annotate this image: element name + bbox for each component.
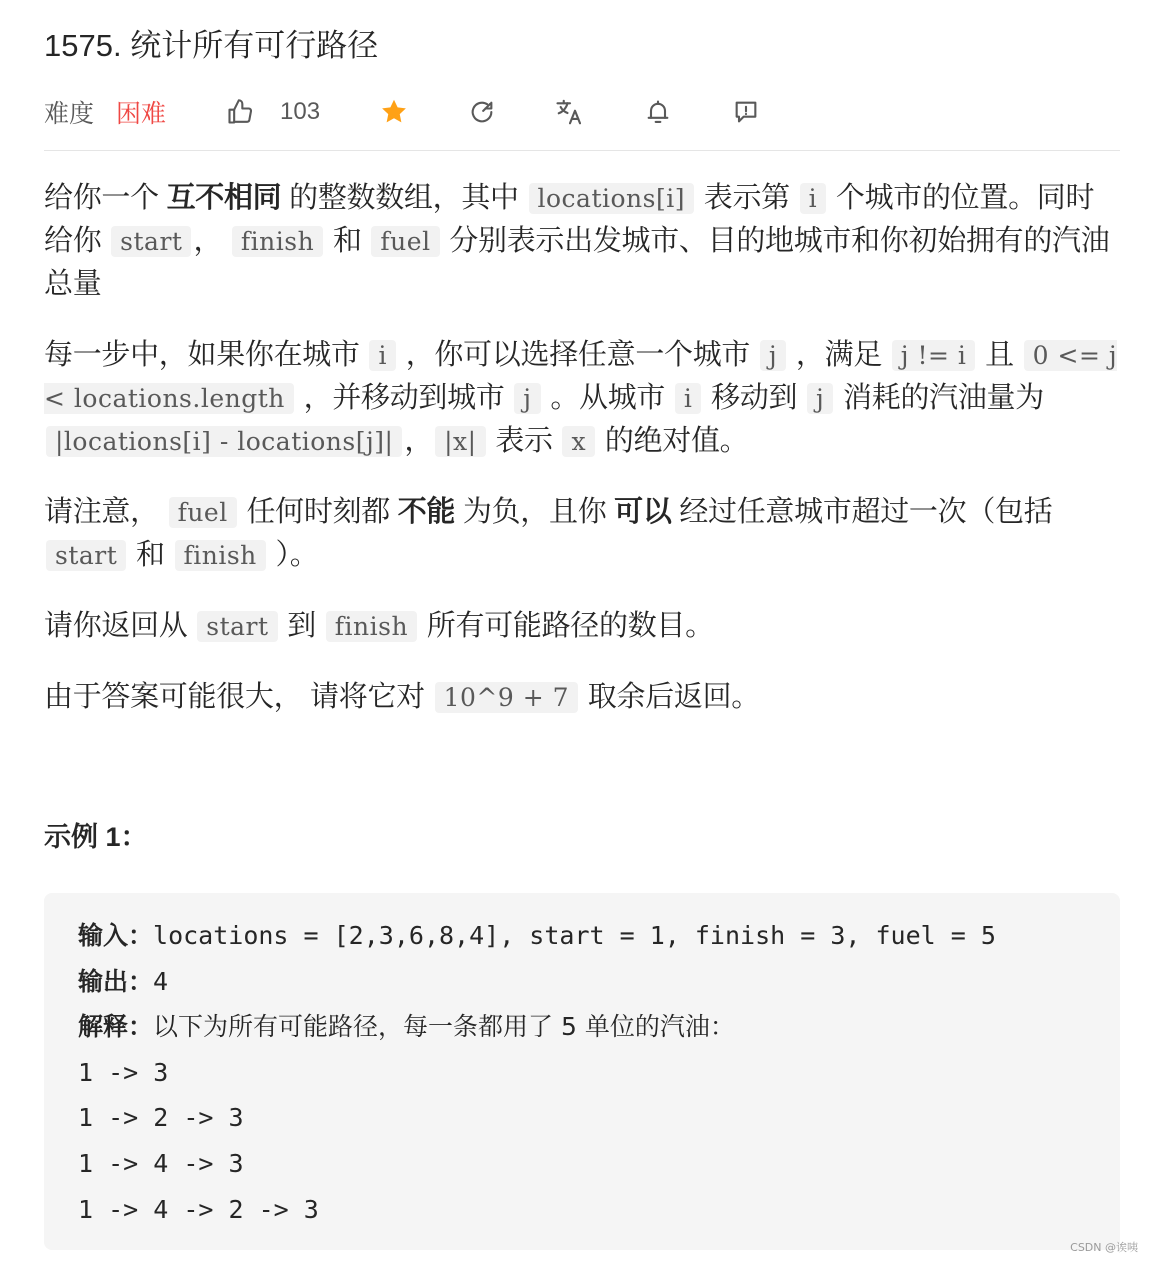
example-input-line bbox=[78, 913, 1086, 959]
feedback-icon[interactable] bbox=[730, 96, 762, 128]
inline-code: j != i bbox=[892, 340, 976, 371]
watermark: CSDN @诶咦 bbox=[1070, 1241, 1138, 1254]
bold-text: 不能 bbox=[397, 496, 456, 528]
inline-code: j bbox=[760, 340, 786, 371]
inline-code: 10^9 + 7 bbox=[435, 682, 578, 713]
explain-label: 解释： bbox=[78, 1012, 154, 1042]
problem-page bbox=[44, 0, 1120, 1250]
translate-icon[interactable] bbox=[554, 96, 586, 128]
example-output-line bbox=[78, 959, 1086, 1005]
inline-code: j bbox=[514, 383, 540, 414]
page-title: 1575. 统计所有可行路径 bbox=[44, 28, 379, 63]
input-label: 输入： bbox=[78, 921, 154, 950]
bold-text: 互不相同 bbox=[166, 182, 282, 214]
text-span: 分别表示出发城市、目的地城市和你初始拥有的汽油总量 bbox=[44, 225, 1110, 300]
example-path-line: 1 -> 2 -> 3 bbox=[78, 1103, 244, 1133]
text-span: 所有可能路径的数目。 bbox=[419, 610, 714, 642]
text-span: ）。 bbox=[267, 539, 319, 571]
share-icon[interactable] bbox=[466, 96, 498, 128]
text-span: 且 bbox=[977, 339, 1022, 371]
text-span: 请注意， bbox=[44, 496, 167, 528]
problem-description bbox=[44, 177, 1120, 719]
description-paragraph-4 bbox=[44, 605, 1120, 648]
text-span: 取余后返回。 bbox=[580, 681, 761, 713]
example-code-block bbox=[44, 893, 1120, 1250]
text-span: 消耗的汽油量为 bbox=[835, 382, 1044, 414]
example-path-line: 1 -> 4 -> 2 -> 3 bbox=[78, 1194, 319, 1224]
bold-text: 可以 bbox=[614, 496, 672, 528]
text-span: 。从城市 bbox=[542, 382, 673, 414]
difficulty-label: 难度 bbox=[44, 100, 95, 128]
text-span: ，你可以选择任意一个城市 bbox=[397, 339, 758, 371]
inline-code: x bbox=[562, 426, 595, 457]
text-span: 和 bbox=[128, 539, 173, 571]
text-span: 的绝对值。 bbox=[597, 425, 749, 457]
likes-count: 103 bbox=[280, 98, 321, 125]
inline-code: 0 <= j < locations.length bbox=[44, 341, 1118, 413]
output-label: 输出： bbox=[78, 966, 154, 996]
inline-code: start bbox=[197, 611, 277, 642]
text-span: 表示 bbox=[487, 425, 561, 457]
header-divider bbox=[44, 150, 1120, 151]
inline-code: fuel bbox=[169, 497, 237, 528]
problem-meta-bar bbox=[44, 84, 1120, 140]
explain-value: 以下为所有可能路径，每一条都用了 5 单位的汽油： bbox=[153, 1012, 735, 1042]
text-span: 任何时刻都 bbox=[238, 496, 398, 528]
inline-code: i bbox=[800, 183, 827, 214]
inline-code: i bbox=[675, 383, 702, 414]
description-paragraph-1 bbox=[44, 177, 1120, 306]
text-span: ， bbox=[404, 425, 434, 457]
description-paragraph-5 bbox=[44, 676, 1120, 719]
text-span: 表示第 bbox=[695, 182, 798, 214]
text-span: 移动到 bbox=[703, 382, 806, 414]
star-icon[interactable] bbox=[378, 96, 410, 128]
text-span: 的整数数组，其中 bbox=[281, 182, 527, 214]
inline-code: start bbox=[111, 226, 191, 257]
example-path-line: 1 -> 3 bbox=[78, 1057, 169, 1087]
inline-code: locations[i] bbox=[529, 183, 694, 214]
text-span: 经过任意城市超过一次（包括 bbox=[671, 496, 1053, 528]
input-value: locations = [2,3,6,8,4], start = 1, finish = 3, fuel = 5 bbox=[153, 921, 996, 950]
example-path-line: 1 -> 4 -> 3 bbox=[78, 1148, 244, 1178]
text-span: 每一步中，如果你在城市 bbox=[44, 339, 368, 371]
description-paragraph-2 bbox=[44, 334, 1120, 463]
difficulty-badge: 困难 bbox=[116, 100, 167, 128]
inline-code: finish bbox=[326, 611, 417, 642]
inline-code: i bbox=[369, 340, 396, 371]
thumbs-up-icon[interactable] bbox=[224, 96, 256, 128]
text-span: 请你返回从 bbox=[44, 610, 196, 642]
text-span: 给你一个 bbox=[44, 182, 167, 214]
description-paragraph-3 bbox=[44, 491, 1120, 577]
inline-code: start bbox=[46, 540, 126, 571]
inline-code: |locations[i] - locations[j]| bbox=[46, 426, 402, 457]
inline-code: finish bbox=[232, 226, 323, 257]
text-span: ， bbox=[193, 225, 230, 257]
text-span: 到 bbox=[279, 610, 324, 642]
inline-code: fuel bbox=[371, 226, 439, 257]
inline-code: j bbox=[807, 383, 833, 414]
inline-code: finish bbox=[175, 540, 266, 571]
inline-code: |x| bbox=[435, 426, 485, 457]
text-span: 由于答案可能很大， 请将它对 bbox=[44, 681, 433, 713]
example-title: 示例 1： bbox=[44, 822, 148, 852]
output-value: 4 bbox=[153, 966, 169, 996]
text-span: 为负，且你 bbox=[455, 496, 615, 528]
text-span: ，满足 bbox=[788, 339, 890, 371]
text-span: 和 bbox=[325, 225, 370, 257]
bell-icon[interactable] bbox=[642, 96, 674, 128]
example-explain-line bbox=[78, 1004, 1086, 1050]
text-span: ，并移动到城市 bbox=[295, 382, 513, 414]
text-span: 个城市的位置。同时给你 bbox=[44, 182, 1095, 257]
